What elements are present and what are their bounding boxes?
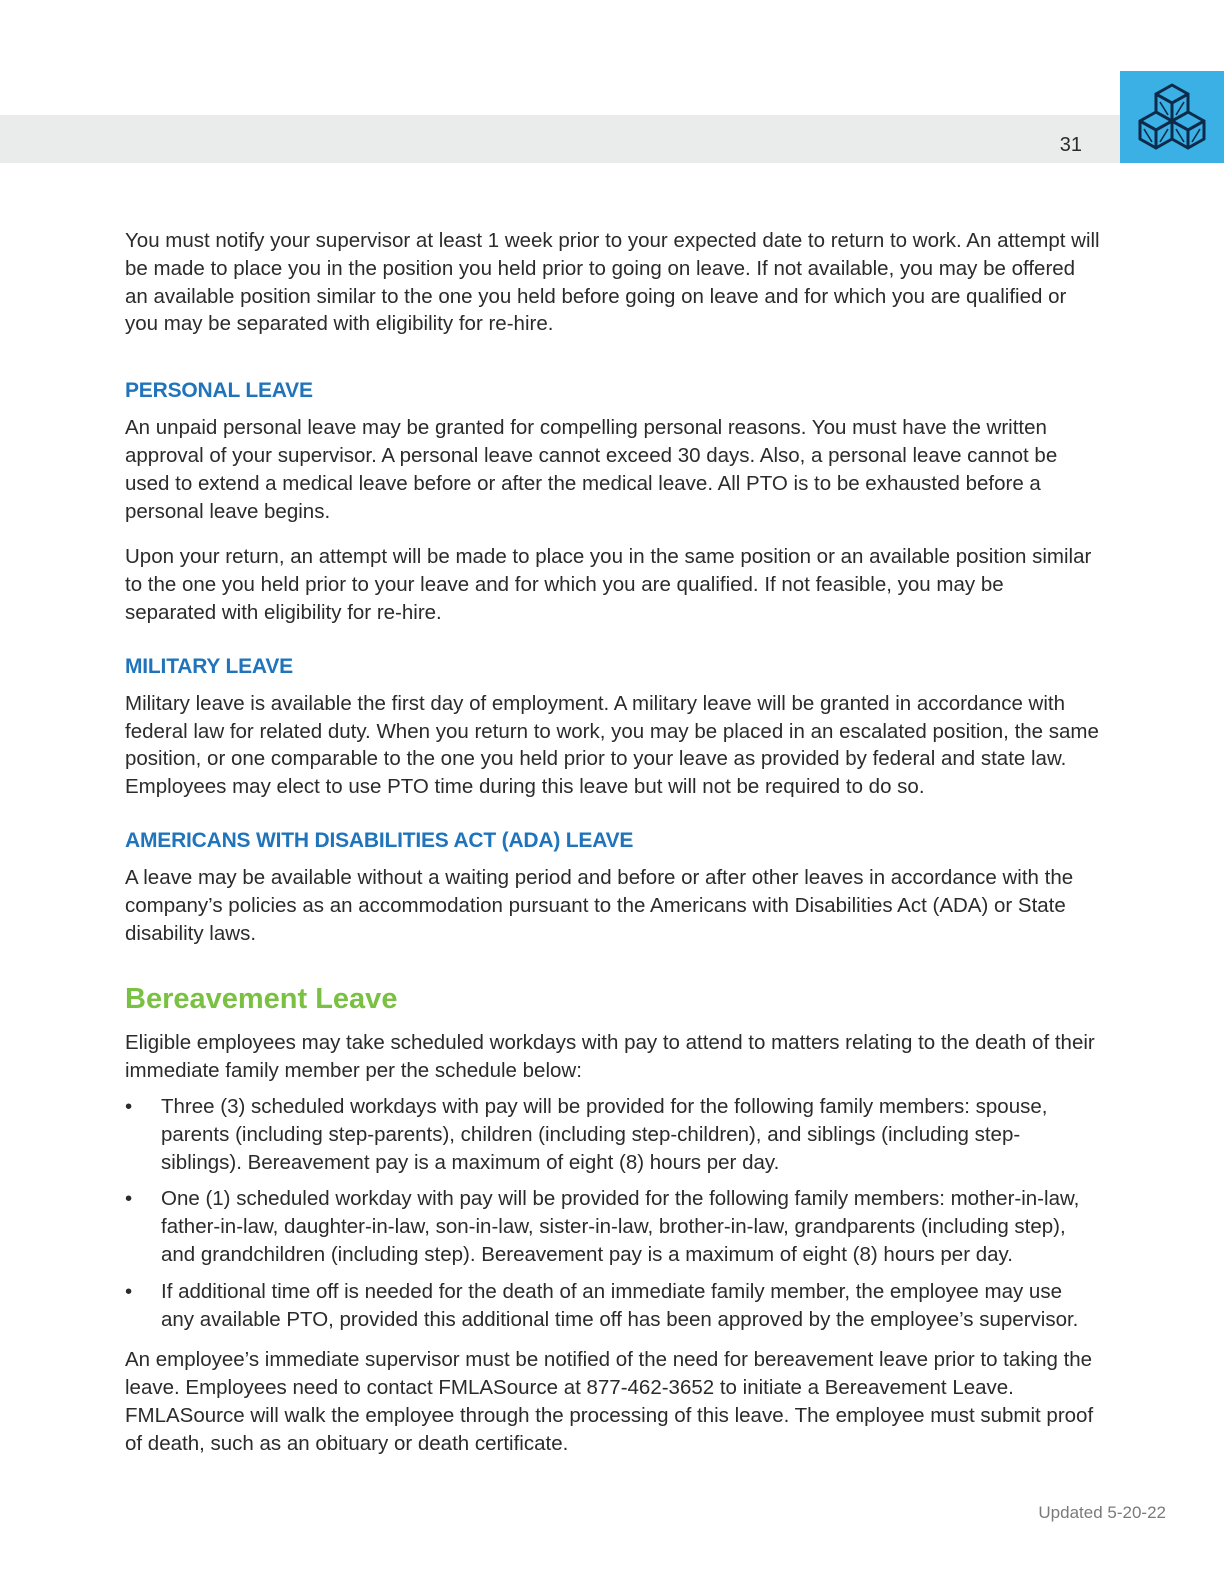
bullet: • — [125, 1094, 133, 1118]
page-content — [125, 227, 1100, 1458]
logo-box — [1120, 71, 1224, 163]
personal-leave-paragraph-2: Upon your return, an attempt will be made to place you in the same position or an available position similar to the one you held prior to your leave and for which you are qualified. If not feasible, you may be separated with eligibility for re-hire. — [125, 545, 1092, 624]
ada-leave-heading: AMERICANS WITH DISABILITIES ACT (ADA) LEAVE — [125, 828, 634, 852]
bereavement-list — [125, 1093, 1100, 1333]
header-band — [0, 115, 1120, 163]
military-leave-heading: MILITARY LEAVE — [125, 654, 293, 678]
bereavement-closing: An employee’s immediate supervisor must be notified of the need for bereavement leave prior to taking the leave. Employees need to contact FMLASource at 877-462-3652 to initiate a Bereavement Leave. FMLASource will walk the employee through the processing of this leave. The employee must submit proof of death, such as an obituary or death certificate. — [125, 1348, 1094, 1455]
bullet: • — [125, 1187, 133, 1211]
list-item — [125, 1093, 1100, 1176]
military-leave-paragraph: Military leave is available the first day of employment. A military leave will be granted in accordance with federal law for related duty. When you return to work, you may be placed in an escalated position, the same position, or one comparable to the one you held prior to your leave as provided by federal and state law. Employees may elect to use PTO time during this leave but will not be required to do so. — [125, 691, 1099, 799]
intro-paragraph: You must notify your supervisor at least 1 week prior to your expected date to return to work. An attempt will be made to place you in the position you held prior to going on leave. If not available, you may be offered an available position similar to the one you held before going on leave and for which you are qualified or you may be separated with eligibility for re-hire. — [125, 229, 1100, 336]
list-item-text: Three (3) scheduled workdays with pay will be provided for the following family members: spouse, parents (including step-parents), children (including step-children), and siblings (including step-siblings). Bereavement pay is a maximum of eight (8) hours per day. — [161, 1094, 1048, 1174]
updated-date: Updated 5-20-22 — [1038, 1503, 1166, 1522]
list-item — [125, 1278, 1100, 1334]
bereavement-intro: Eligible employees may take scheduled workdays with pay to attend to matters relating to the death of their immediate family member per the schedule below: — [125, 1031, 1095, 1083]
bereavement-leave-heading: Bereavement Leave — [125, 983, 398, 1016]
personal-leave-paragraph-1: An unpaid personal leave may be granted for compelling personal reasons. You must have the written approval of your supervisor. A personal leave cannot exceed 30 days. Also, a personal leave cannot be used to extend a medical leave before or after the medical leave. All PTO is to be exhausted before a personal leave begins. — [125, 416, 1058, 523]
bullet: • — [125, 1279, 133, 1303]
list-item — [125, 1185, 1100, 1268]
list-item-text: One (1) scheduled workday with pay will be provided for the following family members: mother-in-law, father-in-law, daughter-in-law, son-in-law, sister-in-law, brother-in-law, grandparents (including step), and grandchildren (including step). Bereavement pay is a maximum of eight (8) hours per day. — [161, 1187, 1080, 1266]
page-number: 31 — [1059, 134, 1082, 156]
ada-leave-paragraph: A leave may be available without a waiting period and before or after other leaves in accordance with the company’s policies as an accommodation pursuant to the Americans with Disabilities Act (ADA) or State disability laws. — [125, 865, 1074, 945]
personal-leave-heading: PERSONAL LEAVE — [125, 379, 313, 403]
list-item-text: If additional time off is needed for the death of an immediate family member, the employee may use any available PTO, provided this additional time off has been approved by the employee’s supervisor. — [161, 1279, 1079, 1331]
stacked-cubes-icon — [1128, 81, 1216, 155]
